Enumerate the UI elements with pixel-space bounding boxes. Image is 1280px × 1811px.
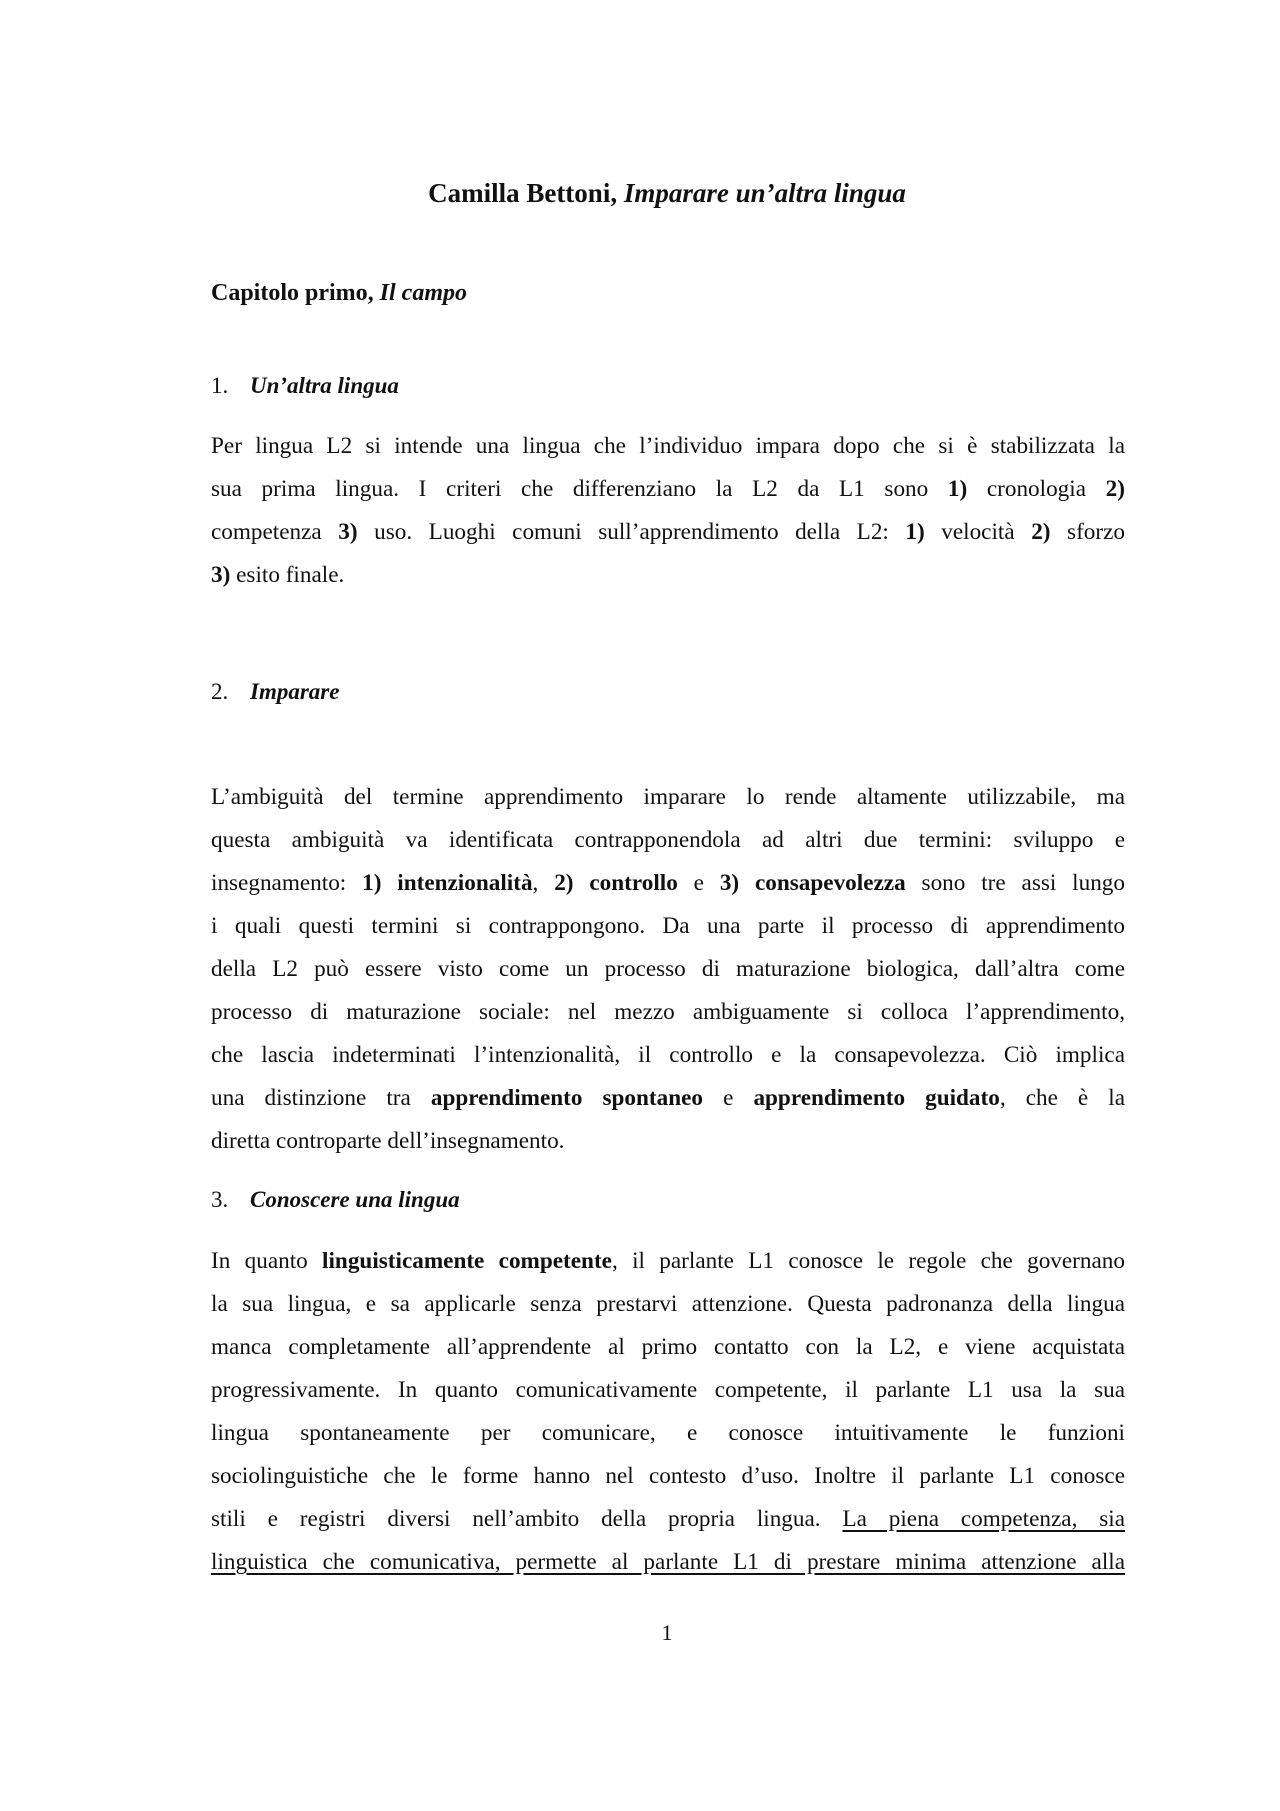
text-line: manca completamente all’apprendente al primo contatto con la L2, e viene acquistata [211, 1334, 1125, 1360]
section-3-paragraph [211, 1240, 1125, 1584]
text-line: stili e registri diversi nell’ambito della propria lingua. La piena competenza, sia [211, 1506, 1125, 1532]
text-line: i quali questi termini si contrappongono. Da una parte il processo di apprendimento [211, 913, 1125, 939]
text-line: diretta controparte dell’insegnamento. [211, 1128, 565, 1154]
section-2-heading [211, 679, 339, 705]
text-line: che lascia indeterminati l’intenzionalità, il controllo e la consapevolezza. Ciò implica [211, 1042, 1125, 1068]
section-3-heading [211, 1187, 460, 1213]
section-title: Imparare [250, 679, 340, 704]
text-line: 3) esito finale. [211, 562, 345, 588]
text-line: Per lingua L2 si intende una lingua che l’individuo impara dopo che si è stabilizzata la [211, 433, 1125, 459]
section-number: 2. [211, 679, 229, 704]
section-title: Un’altra lingua [250, 373, 399, 398]
chapter-name: Il campo [379, 280, 467, 306]
title-work: Imparare un’altra lingua [623, 178, 906, 208]
section-number: 1. [211, 373, 229, 398]
underlined-text: La piena competenza, sia [842, 1506, 1125, 1532]
page-number: 1 [661, 1620, 673, 1645]
section-1-paragraph [211, 425, 1125, 597]
title-author: Camilla Bettoni, [428, 178, 618, 208]
text-line: la sua lingua, e sa applicarle senza prestarvi attenzione. Questa padronanza della lingua [211, 1291, 1125, 1317]
text-line: progressivamente. In quanto comunicativamente competente, il parlante L1 usa la sua [211, 1377, 1125, 1403]
chapter-label: Capitolo primo, [211, 280, 374, 306]
text-line: lingua spontaneamente per comunicare, e conosce intuitivamente le funzioni [211, 1420, 1125, 1446]
text-line: una distinzione tra apprendimento spontaneo e apprendimento guidato, che è la [211, 1085, 1126, 1111]
text-line-underlined: linguistica che comunicativa, permette al parlante L1 di prestare minima attenzione alla [211, 1549, 1125, 1575]
text-line: L’ambiguità del termine apprendimento imparare lo rende altamente utilizzabile, ma [211, 784, 1125, 810]
section-number: 3. [211, 1187, 229, 1212]
text-line: della L2 può essere visto come un processo di maturazione biologica, dall’altra come [211, 956, 1125, 982]
text-line: sociolinguistiche che le forme hanno nel contesto d’uso. Inoltre il parlante L1 conosce [211, 1463, 1125, 1489]
section-title: Conoscere una lingua [250, 1187, 460, 1212]
text-line: competenza 3) uso. Luoghi comuni sull’apprendimento della L2: 1) velocità 2) sforzo [211, 519, 1125, 545]
section-1-heading [211, 373, 399, 399]
document-title [0, 178, 1280, 209]
text-line: In quanto linguisticamente competente, il parlante L1 conosce le regole che governano [211, 1248, 1125, 1274]
text-line: insegnamento: 1) intenzionalità, 2) controllo e 3) consapevolezza sono tre assi lungo [211, 870, 1125, 896]
text-line: processo di maturazione sociale: nel mezzo ambiguamente si colloca l’apprendimento, [211, 999, 1125, 1025]
chapter-heading [211, 280, 467, 307]
section-2-paragraph [211, 776, 1125, 1163]
text-line: sua prima lingua. I criteri che differenziano la L2 da L1 sono 1) cronologia 2) [211, 476, 1125, 502]
text-line: questa ambiguità va identificata contrapponendola ad altri due termini: sviluppo e [211, 827, 1125, 853]
